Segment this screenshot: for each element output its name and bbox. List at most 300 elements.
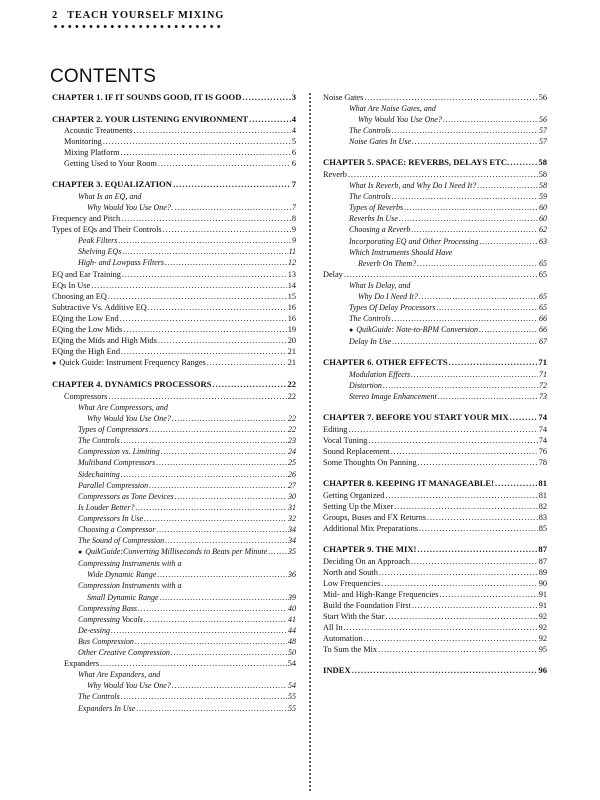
toc-entry[interactable] bbox=[323, 114, 547, 125]
dot-leader bbox=[392, 125, 538, 136]
toc-entry-title: Noise Gates In Use bbox=[349, 137, 411, 147]
toc-entry[interactable] bbox=[52, 413, 296, 424]
toc-entry-title: Incorporating EQ and Other Processing bbox=[349, 236, 479, 246]
dot-leader bbox=[399, 213, 538, 224]
toc-entry-page: 41 bbox=[288, 614, 296, 624]
toc-entry[interactable] bbox=[323, 578, 547, 589]
toc-entry[interactable] bbox=[323, 457, 547, 468]
toc-entry-title: Why Would You Use One? bbox=[87, 681, 171, 691]
dot-leader bbox=[352, 665, 538, 677]
toc-entry-title: What Is Delay, and bbox=[349, 280, 411, 290]
toc-entry-title: Reverb On Them? bbox=[358, 258, 417, 268]
toc-entry-page: 73 bbox=[539, 392, 547, 402]
toc-entry-title: What Is an EQ, and bbox=[78, 191, 142, 201]
toc-entry-title: EQs In Use bbox=[52, 280, 91, 290]
dot-leader bbox=[161, 446, 287, 457]
toc-entry-page: 58 bbox=[538, 169, 547, 179]
toc-entry[interactable] bbox=[52, 302, 296, 313]
toc-entry-title: EQing the Mids and High Mids bbox=[52, 336, 157, 346]
toc-entry[interactable] bbox=[323, 324, 547, 336]
toc-entry[interactable] bbox=[323, 424, 547, 435]
toc-entry[interactable] bbox=[52, 703, 296, 714]
dot-leader bbox=[417, 258, 538, 269]
toc-entry-title: Why Would You Use One? bbox=[87, 202, 171, 212]
dot-leader bbox=[479, 236, 538, 247]
toc-entry[interactable] bbox=[323, 280, 547, 291]
toc-entry-page: 62 bbox=[539, 225, 547, 235]
dot-leader bbox=[158, 335, 287, 346]
toc-entry[interactable] bbox=[323, 125, 547, 136]
toc-entry-title: Groups, Buses and FX Returns bbox=[323, 512, 427, 522]
toc-entry[interactable] bbox=[52, 680, 296, 691]
dot-leader bbox=[381, 578, 537, 589]
toc-entry[interactable] bbox=[323, 224, 547, 235]
toc-entry[interactable] bbox=[323, 589, 547, 600]
dot-leader bbox=[121, 435, 287, 446]
toc-entry-page: 12 bbox=[288, 258, 296, 268]
toc-entry[interactable] bbox=[52, 335, 296, 346]
toc-entry-page: 8 bbox=[291, 214, 296, 224]
toc-entry[interactable] bbox=[52, 691, 296, 702]
toc-entry-title: North and South bbox=[323, 567, 378, 577]
toc-chapter-entry[interactable] bbox=[52, 92, 296, 104]
dot-leader bbox=[344, 622, 538, 633]
toc-entry-title: Automation bbox=[323, 634, 363, 644]
toc-entry-page: 6 bbox=[291, 159, 296, 169]
toc-entry[interactable] bbox=[323, 391, 547, 402]
toc-entry-page: 92 bbox=[538, 634, 547, 644]
toc-entry-page: 44 bbox=[288, 625, 296, 635]
toc-entry-page: 34 bbox=[288, 536, 296, 546]
toc-entry[interactable] bbox=[52, 313, 296, 324]
toc-entry[interactable] bbox=[52, 524, 296, 535]
toc-right-column bbox=[323, 92, 547, 677]
dot-leader bbox=[391, 446, 538, 457]
toc-entry[interactable] bbox=[323, 103, 547, 114]
toc-entry[interactable] bbox=[323, 92, 547, 103]
toc-entry[interactable] bbox=[52, 291, 296, 302]
page-title: CONTENTS bbox=[50, 66, 157, 87]
toc-entry-title: Sound Replacement bbox=[323, 446, 390, 456]
toc-entry-title: Frequency and Pitch bbox=[52, 214, 121, 224]
toc-chapter-entry[interactable] bbox=[52, 114, 296, 126]
toc-entry[interactable] bbox=[52, 502, 296, 513]
dot-leader bbox=[436, 302, 538, 313]
toc-entry-title: The Controls bbox=[349, 314, 391, 324]
dot-leader bbox=[136, 703, 287, 714]
dot-leader bbox=[91, 280, 286, 291]
toc-entry[interactable] bbox=[323, 202, 547, 213]
dot-leader bbox=[133, 125, 290, 136]
toc-entry[interactable] bbox=[52, 603, 296, 614]
toc-entry-page: 78 bbox=[538, 458, 547, 468]
toc-entry-page: 59 bbox=[539, 192, 547, 202]
toc-entry-page: 74 bbox=[538, 435, 547, 445]
toc-entry[interactable] bbox=[323, 169, 547, 180]
toc-entry[interactable] bbox=[52, 491, 296, 502]
toc-entry-title: EQ and Ear Training bbox=[52, 269, 121, 279]
toc-entry[interactable] bbox=[52, 213, 296, 224]
dot-leader bbox=[156, 457, 287, 468]
toc-entry[interactable] bbox=[52, 513, 296, 524]
dot-leader bbox=[148, 302, 287, 313]
toc-entry-title: Getting Organized bbox=[323, 490, 385, 500]
toc-entry[interactable] bbox=[52, 424, 296, 435]
toc-entry-page: 65 bbox=[539, 292, 547, 301]
toc-entry-title: CHAPTER 2. YOUR LISTENING ENVIRONMENT bbox=[52, 113, 249, 124]
toc-entry-page: 96 bbox=[538, 665, 547, 676]
dot-leader bbox=[392, 191, 538, 202]
toc-entry-page: 32 bbox=[288, 513, 296, 523]
toc-entry-page: 58 bbox=[538, 157, 547, 168]
toc-entry-title: Some Thoughts On Panning bbox=[323, 458, 417, 468]
toc-entry[interactable] bbox=[52, 136, 296, 147]
toc-entry-page: 81 bbox=[538, 478, 547, 489]
toc-entry[interactable] bbox=[52, 625, 296, 636]
dot-leader bbox=[242, 92, 290, 104]
toc-entry[interactable] bbox=[52, 191, 296, 202]
toc-entry-title: Compressors as Tone Devices bbox=[78, 491, 174, 501]
dot-leader bbox=[121, 346, 287, 357]
toc-chapter-entry[interactable] bbox=[323, 665, 547, 677]
toc-entry[interactable] bbox=[323, 180, 547, 191]
toc-entry-title: CHAPTER 1. IF IT SOUNDS GOOD, IT IS GOOD bbox=[52, 92, 242, 102]
toc-entry-page: 60 bbox=[539, 203, 547, 213]
toc-entry[interactable] bbox=[52, 535, 296, 546]
dot-leader bbox=[157, 569, 287, 580]
toc-entry[interactable] bbox=[323, 556, 547, 567]
toc-entry-title: Reverb bbox=[323, 169, 347, 179]
toc-entry[interactable] bbox=[323, 302, 547, 313]
dot-leader bbox=[175, 491, 287, 502]
dot-leader bbox=[249, 114, 291, 126]
toc-chapter-entry[interactable] bbox=[323, 478, 547, 490]
toc-entry[interactable] bbox=[323, 258, 547, 269]
dot-leader bbox=[121, 469, 287, 480]
toc-entry-title: CHAPTER 6. OTHER EFFECTS bbox=[323, 357, 448, 368]
dot-leader bbox=[392, 336, 538, 347]
toc-entry-page: 91 bbox=[538, 600, 547, 610]
toc-entry[interactable] bbox=[323, 136, 547, 147]
toc-entry-title: Which Instruments Should Have bbox=[349, 247, 453, 257]
toc-entry[interactable] bbox=[52, 457, 296, 468]
book-title: TEACH YOURSELF MIXING bbox=[67, 10, 225, 21]
toc-chapter-entry[interactable] bbox=[323, 157, 547, 169]
toc-entry[interactable] bbox=[323, 247, 547, 258]
dot-leader bbox=[149, 424, 287, 435]
dot-leader bbox=[144, 614, 287, 625]
toc-entry-title: Choosing an EQ bbox=[52, 291, 107, 301]
toc-entry[interactable] bbox=[52, 402, 296, 413]
dot-leader bbox=[385, 490, 537, 501]
dot-leader bbox=[411, 556, 538, 567]
toc-entry[interactable] bbox=[323, 269, 547, 280]
toc-entry-title: Types of Compressors bbox=[78, 425, 149, 435]
dot-leader bbox=[479, 324, 538, 335]
toc-entry-page: 11 bbox=[288, 247, 296, 257]
toc-entry-title: Distortion bbox=[349, 381, 382, 391]
dot-leader bbox=[379, 567, 538, 578]
toc-entry-page: 60 bbox=[539, 214, 547, 224]
toc-entry-page: 20 bbox=[287, 336, 296, 346]
toc-entry[interactable] bbox=[52, 357, 296, 369]
toc-entry-title: Monitoring bbox=[64, 137, 102, 147]
toc-entry-page: 76 bbox=[538, 446, 547, 456]
toc-entry-title: Wide Dynamic Range bbox=[87, 570, 157, 580]
toc-entry-title: Other Creative Compression bbox=[78, 648, 170, 658]
toc-entry-page: 82 bbox=[538, 501, 547, 511]
toc-entry-title: What Are Compressors, and bbox=[78, 402, 168, 412]
toc-entry-page: 21 bbox=[287, 358, 296, 368]
toc-entry[interactable] bbox=[323, 501, 547, 512]
toc-entry-page: 22 bbox=[288, 425, 296, 435]
dot-leader bbox=[449, 357, 538, 369]
toc-entry-title: Mid- and High-Range Frequencies bbox=[323, 589, 439, 599]
dot-leader bbox=[135, 636, 287, 647]
dot-leader bbox=[364, 633, 538, 644]
toc-entry-title: Why Do I Need It? bbox=[358, 292, 418, 301]
toc-entry-page: 22 bbox=[287, 391, 296, 401]
toc-entry[interactable] bbox=[52, 469, 296, 480]
toc-entry[interactable] bbox=[52, 246, 296, 257]
toc-entry[interactable] bbox=[52, 636, 296, 647]
toc-entry[interactable] bbox=[52, 224, 296, 235]
toc-chapter-entry[interactable] bbox=[52, 379, 296, 391]
toc-entry[interactable] bbox=[323, 369, 547, 380]
toc-entry[interactable] bbox=[52, 147, 296, 158]
toc-entry[interactable] bbox=[52, 235, 296, 246]
dot-leader bbox=[122, 269, 287, 280]
toc-entry-title: CHAPTER 8. KEEPING IT MANAGEABLE! bbox=[323, 478, 495, 489]
toc-entry[interactable] bbox=[323, 435, 547, 446]
toc-entry-title: Bus Compression bbox=[78, 636, 134, 646]
toc-entry-page: 90 bbox=[538, 578, 547, 588]
toc-entry[interactable] bbox=[52, 324, 296, 335]
toc-entry-title: De-essing bbox=[78, 625, 110, 635]
toc-entry[interactable] bbox=[323, 446, 547, 457]
toc-entry-title: The Controls bbox=[349, 192, 391, 202]
toc-entry[interactable] bbox=[52, 592, 296, 603]
dot-leader bbox=[443, 114, 538, 125]
dot-leader bbox=[172, 680, 287, 691]
toc-entry-title: All In bbox=[323, 623, 343, 633]
toc-entry[interactable] bbox=[52, 446, 296, 457]
toc-entry-page: 36 bbox=[288, 570, 296, 580]
toc-entry-title: Reverbs In Use bbox=[349, 214, 398, 224]
toc-entry-title: Why Would You Use One? bbox=[358, 115, 442, 125]
toc-entry[interactable] bbox=[323, 490, 547, 501]
toc-entry-title: What Are Expanders, and bbox=[78, 670, 161, 680]
dot-leader bbox=[212, 379, 286, 391]
toc-entry-page: 67 bbox=[539, 337, 547, 347]
toc-entry-page: 71 bbox=[538, 357, 547, 368]
toc-entry[interactable] bbox=[323, 213, 547, 224]
dot-leader bbox=[157, 524, 288, 535]
toc-entry-page: 85 bbox=[538, 523, 547, 533]
toc-entry-title: Mixing Platform bbox=[64, 148, 120, 158]
toc-entry-page: 5 bbox=[291, 137, 296, 147]
toc-entry-page: 83 bbox=[538, 512, 547, 522]
toc-entry[interactable] bbox=[323, 236, 547, 247]
toc-left-column bbox=[52, 92, 296, 714]
dot-leader bbox=[158, 158, 291, 169]
toc-chapter-entry[interactable] bbox=[323, 412, 547, 424]
header-dot-rule bbox=[52, 24, 222, 29]
dot-leader bbox=[135, 502, 287, 513]
toc-entry-page: 39 bbox=[288, 592, 296, 602]
toc-chapter-entry[interactable] bbox=[323, 544, 547, 556]
dot-leader bbox=[378, 644, 538, 655]
toc-entry-page: 81 bbox=[538, 490, 547, 500]
toc-entry-page: 63 bbox=[539, 236, 547, 246]
dot-leader bbox=[138, 603, 287, 614]
toc-entry[interactable] bbox=[323, 336, 547, 347]
toc-entry[interactable] bbox=[52, 391, 296, 402]
dot-leader bbox=[419, 523, 538, 534]
toc-entry-title: Getting Used to Your Room bbox=[64, 159, 157, 169]
toc-entry-title: CHAPTER 4. DYNAMICS PROCESSORS bbox=[52, 379, 212, 390]
page-number: 2 bbox=[52, 10, 59, 21]
toc-entry-title: Build the Foundation First bbox=[323, 600, 411, 610]
toc-entry-page: 26 bbox=[288, 469, 296, 479]
toc-entry-title: Types of EQs and Their Controls bbox=[52, 225, 162, 235]
toc-entry-title: What Is Reverb, and Why Do I Need It? bbox=[349, 181, 477, 191]
dot-leader bbox=[268, 546, 287, 557]
toc-entry-title: CHAPTER 3. EQUALIZATION bbox=[52, 179, 172, 190]
dot-leader bbox=[173, 179, 291, 191]
toc-entry[interactable] bbox=[323, 644, 547, 655]
dot-leader bbox=[394, 501, 537, 512]
dot-leader bbox=[165, 535, 287, 546]
toc-entry-page: 16 bbox=[287, 302, 296, 312]
toc-entry-page: 9 bbox=[292, 236, 296, 246]
toc-entry-page: 27 bbox=[288, 480, 296, 490]
toc-entry[interactable] bbox=[323, 380, 547, 391]
toc-chapter-entry[interactable] bbox=[52, 179, 296, 191]
toc-entry-page: 4 bbox=[291, 113, 296, 124]
toc-entry[interactable] bbox=[52, 546, 296, 558]
dot-leader bbox=[411, 224, 538, 235]
toc-entry[interactable] bbox=[323, 600, 547, 611]
toc-entry-title: Editing bbox=[323, 424, 348, 434]
toc-entry-title: Delay bbox=[323, 269, 343, 279]
dot-leader bbox=[108, 391, 286, 402]
toc-entry-title: Noise Gates bbox=[323, 93, 364, 102]
toc-entry-page: 92 bbox=[538, 611, 547, 621]
toc-chapter-entry[interactable] bbox=[323, 357, 547, 369]
toc-entry[interactable] bbox=[323, 523, 547, 534]
toc-entry[interactable] bbox=[52, 346, 296, 357]
toc-entry[interactable] bbox=[323, 567, 547, 578]
dot-leader bbox=[495, 478, 537, 490]
toc-entry-title: Low Frequencies bbox=[323, 578, 381, 588]
dot-leader bbox=[404, 202, 538, 213]
toc-entry-title: Compressing Instruments with a bbox=[78, 559, 182, 569]
toc-entry-page: 30 bbox=[288, 491, 296, 501]
running-header bbox=[52, 10, 472, 46]
toc-entry-title: INDEX bbox=[323, 665, 351, 676]
dot-leader bbox=[144, 513, 287, 524]
dot-leader bbox=[108, 291, 287, 302]
toc-entry[interactable] bbox=[323, 611, 547, 622]
toc-entry-page: 50 bbox=[288, 648, 296, 658]
toc-entry[interactable] bbox=[52, 257, 296, 268]
toc-entry[interactable] bbox=[323, 291, 547, 302]
toc-entry-title: Start With the Star bbox=[323, 611, 385, 621]
toc-entry-page: 3 bbox=[291, 92, 296, 102]
toc-entry-title: EQing the Low Mids bbox=[52, 325, 123, 334]
toc-entry-page: 31 bbox=[288, 502, 296, 512]
toc-entry[interactable] bbox=[52, 658, 296, 669]
toc-entry-page: 13 bbox=[287, 269, 296, 279]
toc-entry-page: 7 bbox=[291, 179, 296, 190]
toc-entry-page: 15 bbox=[287, 291, 296, 301]
toc-entry-title: Types of Reverbs bbox=[349, 203, 404, 213]
toc-entry-page: 89 bbox=[538, 567, 547, 577]
toc-entry[interactable] bbox=[323, 622, 547, 633]
toc-entry-title: Deciding On an Approach bbox=[323, 556, 410, 566]
dot-leader bbox=[121, 691, 287, 702]
toc-entry-page: 56 bbox=[538, 93, 547, 102]
toc-entry[interactable] bbox=[52, 435, 296, 446]
toc-entry-title: Compressors bbox=[64, 391, 108, 401]
toc-entry[interactable] bbox=[52, 558, 296, 569]
toc-entry-title: Modulation Effects bbox=[349, 369, 411, 379]
toc-entry-page: 66 bbox=[539, 314, 547, 324]
toc-entry-page: 7 bbox=[292, 202, 296, 212]
toc-entry-title: ● QuikGuide:Converting Milliseconds to Beats per Minute bbox=[78, 546, 267, 558]
toc-entry[interactable] bbox=[52, 614, 296, 625]
toc-entry-title: ● QuikGuide: Note-to-BPM Conversion bbox=[349, 324, 478, 336]
toc-entry-title: Compression Instruments with a bbox=[78, 581, 182, 591]
toc-entry[interactable] bbox=[323, 633, 547, 644]
toc-entry[interactable] bbox=[52, 280, 296, 291]
toc-entry[interactable] bbox=[52, 647, 296, 658]
toc-entry[interactable] bbox=[323, 313, 547, 324]
toc-entry[interactable] bbox=[323, 191, 547, 202]
toc-entry[interactable] bbox=[52, 158, 296, 169]
toc-entry[interactable] bbox=[52, 569, 296, 580]
toc-entry-page: 72 bbox=[539, 381, 547, 391]
dot-leader bbox=[348, 169, 538, 180]
toc-entry-page: 57 bbox=[539, 126, 547, 136]
toc-entry[interactable] bbox=[52, 125, 296, 136]
toc-entry-title: Small Dynamic Range bbox=[87, 592, 159, 602]
toc-entry[interactable] bbox=[52, 669, 296, 680]
toc-entry-page: 87 bbox=[538, 556, 547, 566]
toc-entry[interactable] bbox=[323, 512, 547, 523]
toc-entry-page: 35 bbox=[288, 547, 296, 557]
toc-entry-page: 57 bbox=[539, 137, 547, 147]
toc-entry[interactable] bbox=[52, 580, 296, 591]
toc-entry-title: The Controls bbox=[78, 692, 120, 702]
toc-entry-title: Compression vs. Limiting bbox=[78, 447, 160, 457]
toc-entry-title: CHAPTER 5. SPACE: REVERBS, DELAYS ETC. bbox=[323, 157, 510, 168]
toc-entry-title: Compressors In Use bbox=[78, 513, 144, 523]
toc-entry-page: 95 bbox=[538, 645, 547, 655]
dot-leader bbox=[100, 658, 287, 669]
toc-entry-page: 23 bbox=[288, 436, 296, 446]
toc-entry-page: 65 bbox=[539, 258, 547, 268]
dot-leader bbox=[412, 136, 538, 147]
toc-entry[interactable] bbox=[52, 202, 296, 213]
toc-entry[interactable] bbox=[52, 480, 296, 491]
toc-entry-title: The Sound of Compression bbox=[78, 536, 165, 546]
toc-entry-page: 40 bbox=[288, 603, 296, 613]
toc-entry-title: Acoustic Treatments bbox=[64, 126, 133, 135]
toc-entry[interactable] bbox=[52, 269, 296, 280]
dot-leader bbox=[118, 235, 291, 246]
